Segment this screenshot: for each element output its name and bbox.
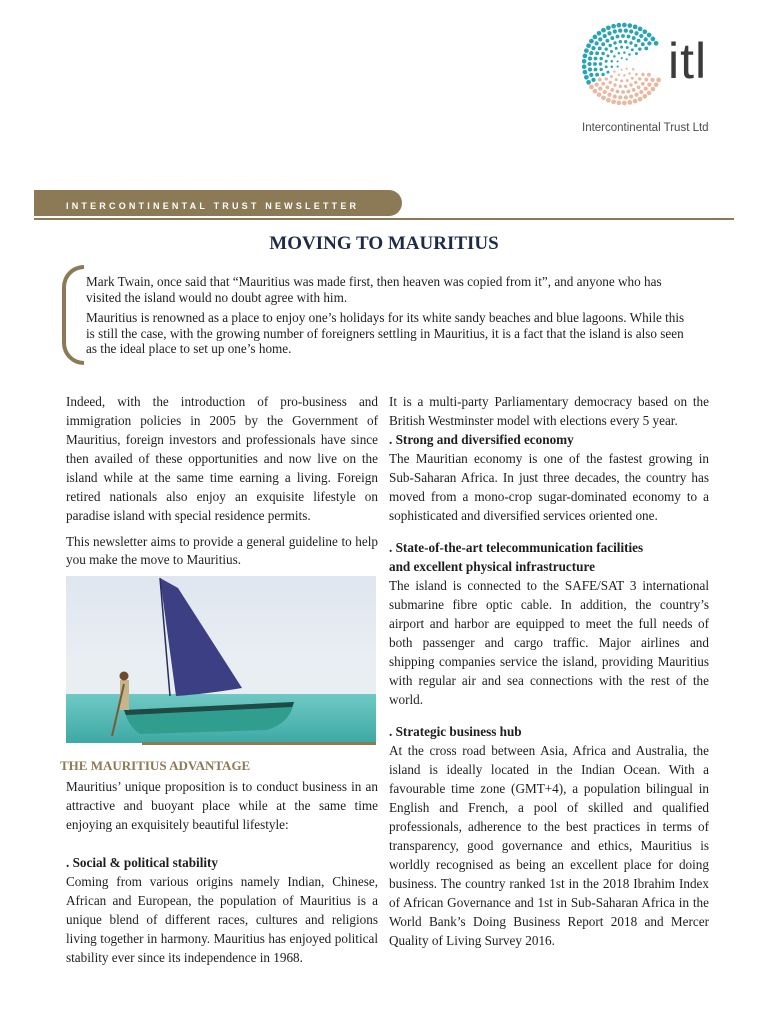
logo-dot (607, 93, 611, 97)
logo-dot (617, 66, 619, 68)
logo-dot (617, 60, 619, 62)
logo-dot (639, 34, 643, 38)
logo-dot (624, 40, 627, 43)
logo-dot (611, 24, 616, 29)
logo-dot (605, 65, 608, 68)
logo-dot (647, 41, 651, 45)
advantage-paragraph: Mauritius’ unique proposition is to conduct business in an attractive and buoyant place while at the same time enjoying an exquisitely beautiful lifestyle: (66, 779, 378, 832)
left-paragraph-1: Indeed, with the introduction of pro-business and immigration policies in 2005 by the Government of Mauritius, foreign investors and professionals have since then availed of these opportunities and now live on the island while at the same time earning a living. Foreign retired nationals also enjoy an exquisite lifestyle on paradise island with special residence permits. (66, 394, 378, 523)
newsletter-banner-text: INTERCONTINENTAL TRUST NEWSLETTER (66, 201, 360, 211)
economy-paragraph: The Mauritian economy is one of the fastest growing in Sub-Saharan Africa. In just three decades, the country has moved from a mono-crop sugar-dominated economy to a sophisticated and diversified services oriented one. (389, 451, 709, 523)
logo-dot (637, 85, 641, 89)
logo-dot (629, 41, 632, 44)
logo-dot (588, 67, 592, 71)
logo-dot (598, 86, 602, 90)
logo-dot (631, 48, 634, 51)
logo-dot (600, 57, 603, 60)
logo-dot (632, 36, 636, 40)
logo-dot (644, 86, 648, 90)
logo-company-name: Intercontinental Trust Ltd (582, 122, 709, 134)
logo-dot (618, 95, 622, 99)
logo-dot (601, 42, 605, 46)
logo-dot (606, 98, 611, 103)
business-hub-paragraph: At the cross road between Asia, Africa and Australia, the island is ideally located in the Indian Ocean. With a favourable time zone (GMT+4), a population bilingual in English and French, a pool of skilled and qualified professionals, adherence to the best practices in terms of transparency, good governance and ethics, Mauritius is worldly recognised as being an excellent place for doing business. The country ranked 1st in the 2018 Ibrahim Index of African Governance and 1st in Sub-Saharan Africa in the World Bank’s Doing Business Report 2018 and Mercer Quality of Living Survey 2016. (389, 743, 709, 948)
logo-dot (598, 78, 602, 82)
logo-dot (627, 23, 632, 28)
logo-dot (613, 29, 617, 33)
logo-dot (595, 73, 599, 77)
logo-dot (605, 77, 608, 80)
page-title: MOVING TO MAURITIUS (269, 233, 499, 254)
logo-dot (583, 70, 588, 75)
subheading-telecom-line2: and excellent physical infrastructure (389, 559, 595, 574)
social-stability-paragraph: Coming from various origins namely Indian, Chinese, African and European, the population of Mauritius is a unique blend of different races, cultures and religions living together in harmony. Mauritius has enjoyed political stability ever since its independence in 1968. (66, 874, 378, 965)
logo-dot (624, 95, 628, 99)
left-column (66, 392, 378, 569)
logo-dot (595, 51, 599, 55)
intro-paragraph: Mark Twain, once said that “Mauritius was made first, then heaven was copied from it”, and anyone who has visited the island would no doubt agree with him. (86, 274, 662, 305)
logo-dot (647, 82, 651, 86)
logo-dot (641, 42, 645, 46)
logo-dot (626, 68, 628, 70)
logo-dot (594, 68, 598, 72)
logo-dot (598, 37, 602, 41)
logo-dot (618, 28, 622, 32)
logo-dot (599, 62, 602, 65)
sailboat-photo (66, 576, 376, 743)
logo-dot (601, 95, 606, 100)
logo-dot (616, 35, 620, 39)
logo-dot (620, 79, 623, 82)
logo-dot (587, 62, 591, 66)
logo-dot (629, 94, 633, 98)
logo-dot (605, 85, 609, 89)
logo-dot (632, 88, 636, 92)
logo-dot (598, 46, 602, 50)
logo-dot (594, 57, 598, 61)
logo-dot (623, 74, 626, 77)
logo-dot (644, 37, 648, 41)
logo-dot (601, 28, 606, 33)
left-paragraph-2: This newsletter aims to provide a general guideline to help you make the move to Mauritius. (66, 534, 378, 567)
logo-dot (634, 81, 637, 84)
logo-dot (642, 94, 647, 99)
logo-dot (607, 31, 611, 35)
logo-dot (617, 23, 622, 28)
logo-dot (591, 78, 595, 82)
logo-dot (634, 93, 638, 97)
intro-block (86, 274, 690, 362)
logo-dot (650, 78, 654, 82)
logo-dot (611, 60, 614, 63)
logo-dot (594, 82, 598, 86)
logo-dot (597, 92, 602, 97)
logo-dot (619, 85, 622, 88)
logo-dot (638, 97, 643, 102)
logo-dot (629, 83, 632, 86)
logo-dot (633, 99, 638, 104)
logo-dot (626, 46, 629, 49)
right-paragraph-1: It is a multi-party Parliamentary democracy based on the British Westminster model with elections every 5 year. (389, 394, 709, 428)
logo-dot (621, 69, 623, 71)
logo-dot (615, 47, 618, 50)
logo-dot (609, 81, 612, 84)
logo-dot (593, 35, 598, 40)
logo-dot (610, 36, 614, 40)
logo-dot (654, 41, 659, 46)
logo-dot (589, 39, 594, 44)
logo-dot (601, 52, 604, 55)
logo-dot (644, 46, 648, 50)
intro-paragraph: Mauritius is renowned as a place to enjoy one’s holidays for its white sandy beaches and blue lagoons. While this is still the case, with the growing number of foreigners settling in Mauritius, it is a fact that the island is also seen as the ideal place to set up one’s home. (86, 310, 685, 356)
logo-dot (629, 29, 633, 33)
logo-dot (610, 88, 614, 92)
logo-dot (589, 73, 593, 77)
subheading-economy: . Strong and diversified economy (389, 432, 574, 447)
logo-dot (627, 100, 632, 105)
logo-dot (641, 73, 644, 76)
logo-dot (613, 83, 616, 86)
logo-dot (632, 68, 635, 71)
logo-dot (619, 40, 622, 43)
logo-dot (647, 73, 651, 77)
logo-dot (618, 52, 621, 55)
logo-dot (617, 100, 622, 105)
logo-dot (635, 73, 638, 76)
logo-dot (621, 34, 625, 38)
logo-dot (638, 27, 643, 32)
logo-dot (618, 74, 621, 77)
logo-dot (638, 47, 641, 50)
logo-dot (635, 52, 638, 55)
logo-dot (641, 82, 645, 86)
quote-bracket (62, 265, 84, 365)
logo-dot (589, 51, 593, 55)
logo-dot (609, 44, 612, 47)
logo-dot (647, 91, 652, 96)
logo-dot (583, 54, 588, 59)
left-column-lower (66, 777, 378, 967)
logo-dot (601, 73, 604, 76)
logo-dot (624, 85, 627, 88)
logo-dot (593, 62, 597, 66)
logo-dot (624, 28, 628, 32)
logo-dot (605, 39, 609, 43)
logo-dot (593, 89, 598, 94)
logo-dot (607, 54, 610, 57)
logo-dot (651, 87, 656, 92)
logo-dot (628, 72, 631, 75)
logo-dot (628, 53, 631, 56)
logo-dot (584, 48, 589, 53)
section-title-advantage: THE MAURITIUS ADVANTAGE (60, 758, 251, 773)
logo-dot (627, 90, 631, 94)
logo-dot (651, 37, 656, 42)
logo-dot (613, 70, 616, 73)
logo-dot (631, 77, 634, 80)
subheading-business-hub: . Strategic business hub (389, 724, 522, 739)
logo-dot (597, 31, 602, 36)
logo-dot (626, 58, 628, 60)
logo-dot (607, 71, 610, 74)
logo-dot (605, 60, 608, 63)
logo-dot (582, 59, 586, 64)
logo-dot (656, 78, 661, 83)
itl-dot-circle-icon (582, 14, 664, 114)
subheading-telecom: . State-of-the-art telecommunication facilities (389, 540, 644, 555)
banner-divider (34, 218, 734, 220)
logo-dot (621, 90, 625, 94)
logo-dot (586, 80, 591, 85)
logo-brand-text: itl (668, 33, 708, 89)
logo-dot (605, 47, 608, 50)
logo-dot (591, 46, 595, 50)
logo-dot (600, 68, 603, 71)
logo-dot (589, 85, 594, 90)
logo-dot (634, 31, 638, 35)
logo-dot (654, 82, 659, 87)
logo-dot (610, 75, 613, 78)
logo-dot (627, 35, 631, 39)
logo-dot (623, 51, 626, 54)
logo-dot (621, 57, 623, 59)
subheading-social-stability: . Social & political stability (66, 855, 219, 870)
logo-dot (613, 94, 617, 98)
logo-dot (638, 77, 641, 80)
logo-dot (603, 90, 607, 94)
logo-dot (634, 44, 637, 47)
logo-dot (626, 79, 629, 82)
logo-dot (582, 64, 586, 69)
logo-dot (639, 90, 643, 94)
logo-dot (642, 29, 647, 34)
logo-dot (615, 78, 618, 81)
logo-dot (610, 50, 613, 53)
logo-dot (622, 23, 627, 28)
logo-dot (613, 41, 616, 44)
logo-dot (613, 55, 616, 58)
logo-dot (633, 25, 638, 30)
telecom-paragraph: The island is connected to the SAFE/SAT 3 international submarine fibre optic cable. In addition, the country’s airport and harbor are equipped to meet the full needs of both passenger and cargo traffic. Major airlines and shipping companies service the island, providing Mauritius with regular air and sea connections with the rest of the world. (389, 578, 709, 707)
logo-dot (606, 25, 611, 30)
logo-dot (588, 56, 592, 60)
logo-dot (647, 33, 652, 38)
logo-dot (611, 66, 614, 69)
logo-dot (584, 75, 589, 80)
right-column (389, 392, 709, 950)
logo-dot (611, 99, 616, 104)
company-logo (582, 14, 732, 139)
logo-dot (637, 39, 641, 43)
logo-dot (603, 34, 607, 38)
logo-dot (622, 101, 627, 106)
logo-dot (601, 82, 605, 86)
logo-dot (586, 43, 591, 48)
logo-dot (616, 90, 620, 94)
logo-dot (644, 78, 648, 82)
logo-dot (594, 41, 598, 45)
photo-divider (142, 742, 376, 745)
logo-dot (620, 46, 623, 49)
